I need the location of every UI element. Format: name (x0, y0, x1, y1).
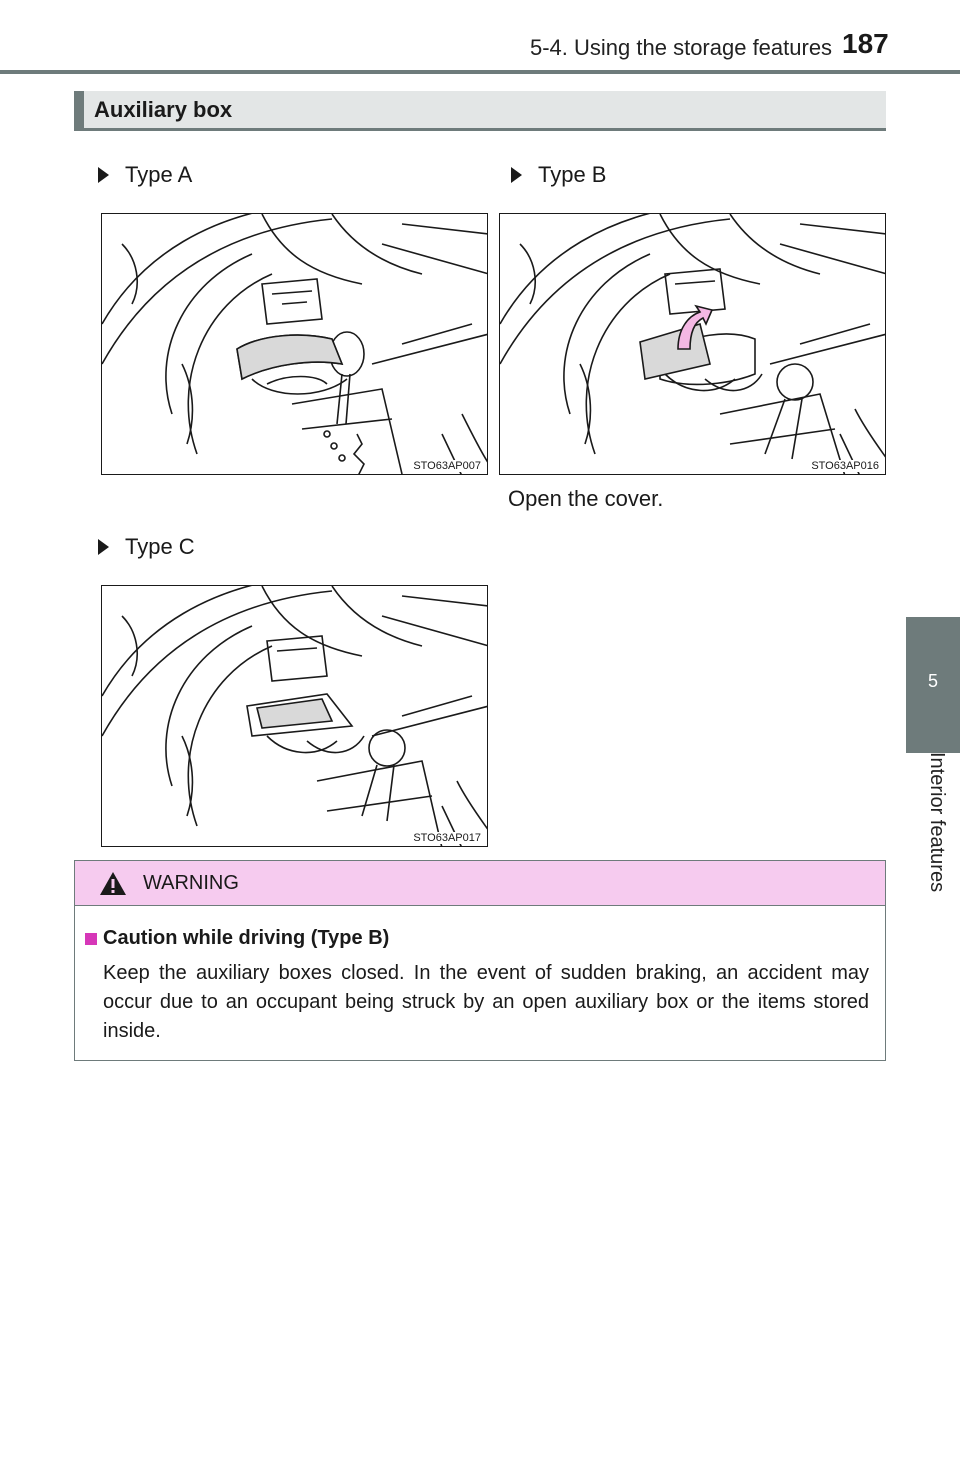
triangle-bullet-icon (98, 539, 109, 555)
section-heading: Auxiliary box (74, 91, 886, 131)
square-bullet-icon (85, 933, 97, 945)
type-a-illustration (102, 214, 488, 475)
running-header-section: 5-4. Using the storage features (530, 35, 833, 60)
type-a-text: Type A (125, 162, 193, 187)
figure-type-c (101, 585, 488, 847)
warning-box (74, 860, 886, 1061)
figure-code: STO63AP007 (413, 460, 481, 472)
type-b-text: Type B (538, 162, 607, 187)
figure-caption: Open the cover. (508, 486, 664, 511)
figure-code: STO63AP017 (413, 832, 481, 844)
triangle-bullet-icon (511, 167, 522, 183)
type-a-label (98, 162, 192, 188)
type-b-label (511, 162, 606, 188)
chapter-number: 5 (927, 671, 938, 691)
figure-type-a (101, 213, 488, 475)
figure-code: STO63AP016 (811, 460, 879, 472)
type-c-label (98, 534, 195, 560)
warning-label: WARNING (143, 871, 239, 894)
header-rule (0, 70, 960, 74)
type-c-text: Type C (125, 534, 195, 559)
type-c-illustration (102, 586, 488, 847)
triangle-bullet-icon (98, 167, 109, 183)
warning-triangle-icon (99, 871, 127, 896)
warning-header (75, 861, 885, 906)
warning-title: Caution while driving (Type B) (103, 927, 390, 949)
chapter-label: Interior features (926, 751, 948, 893)
warning-title-row (85, 927, 389, 950)
figure-type-b (499, 213, 886, 475)
type-b-illustration (500, 214, 886, 475)
warning-body: Keep the auxiliary boxes closed. In the event of sudden braking, an accident may occur due to an occupant being struck by an open auxiliary box or the items stored inside. (103, 962, 869, 1042)
page-number: 187 (842, 28, 889, 59)
chapter-tab (906, 617, 960, 753)
